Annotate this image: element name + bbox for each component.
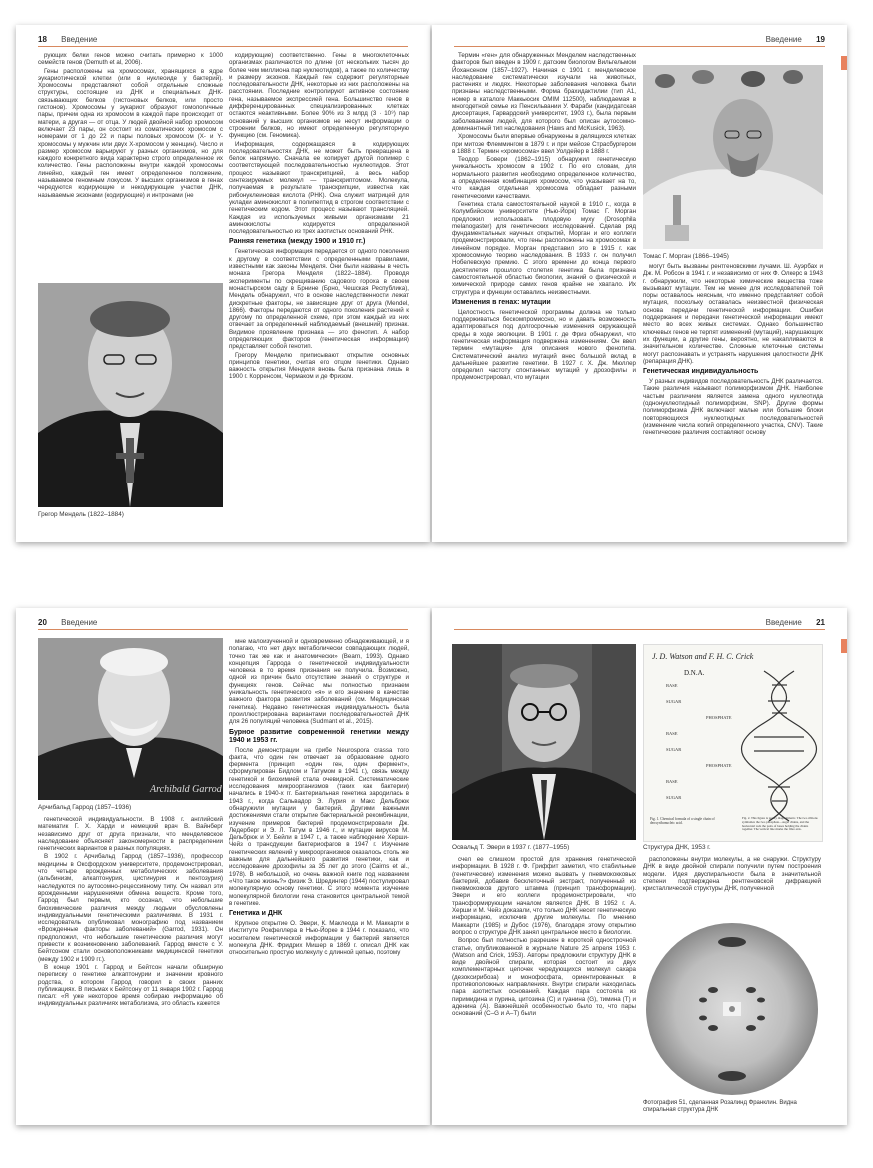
paragraph: могут быть вызваны рентгеновскими лучами. Ш. Ауэрбах и Дж. М. Робсон в 1941 г. и независимо от них Ф. Олкерс в 1943 г. обнаружили, что некоторые химические вещества тоже вызывают мутации. Тем не менее для исследователей той поры оставалось неясным, что именно представляет собой мутация, поскольку оставалась неизвестной физическая основа передачи генетической информации. Ошибки поддержания и передачи генетической информации имеют место во всех живых системах. Однако большинство ключевых генов не терпят изменений (мутаций), нарушающих их функции, а другие гены, вероятно, не накапливаются в значительном количестве. Сложные клеточные системы могут распознавать и устранять нарушения целостности ДНК (репарация ДНК).	[643, 263, 823, 365]
paragraph: кодирующие) соответственно. Гены в многоклеточных организмах различаются по длине (от нескольких тысяч до более чем миллиона пар нуклеотидов), а также по количеству и размеру экзонов. Каждый ген содержит регуляторные последовательности ДНК, некоторые из них расположены на расстоянии. Последние контролируют активное состояние гена, называемое экспрессией гена. Большинство генов в дифференцированных специализированных клетках остаются неактивными. Более 90% из 3 млрд (3 · 10⁹) пар оснований у высших организмов не несут информации о строении белков, но имеют определенную регуляторную функцию (см. Геномика).	[229, 52, 409, 140]
text-column-right	[643, 263, 823, 536]
base-label: BASE	[666, 731, 678, 736]
page-header	[454, 34, 825, 47]
paragraph: Вопрос был полностью разрешен в короткой однострочной статье, опубликованной в журнале Nature 25 апреля 1953 г. (Watson and Crick, 1953). Авторы предложили структуру ДНК в виде двойной спирали, которая состоит из двух комплементарных цепочек чередующихся молекул сахара (дезоксирибоза) и монофосфата, ориентированных в противоположных направлениях. Внутри спирали находилась пара азотистых оснований. Каждая пара состояла из пиримидина и пурина, цитозина (С) и гуанина (G), тимина (Т) и аденина (А). Важнейшей особенностью было то, что пары оснований (С–G и А–Т) были	[452, 937, 636, 1018]
section-heading: Ранняя генетика (между 1900 и 1910 гг.)	[229, 238, 366, 246]
garrod-portrait	[38, 638, 223, 800]
paragraph: Информация, содержащаяся в кодирующих последовательностях ДНК, не может быть превращена в белок напрямую. Сначала ее копирует другой полимер с соответствующей последовательностью нуклеотидов. Этот процесс называют транскрипцией, а весь набор синтезируемых молекул — транскриптомом. Молекула, получаемая в результате транскрипции, известна как рибонуклеиновая кислота (РНК). Она служит матрицей для укладки аминокислот в полипептид в строгом соответствии с генетическим кодом. Этот процесс называют трансляцией. Каждая из используемых живыми организмами 21 аминокислоты кодируется определенной последовательностью из трех азотистых оснований РНК.	[229, 140, 409, 236]
section-heading: Изменения в генах: мутации	[452, 298, 551, 306]
paragraph: Крупное открытие О. Эвери, К. Маклеода и М. Маккарти в Институте Рокфеллера в Нью-Йорке в 1944 г. показало, что носителем генетической информации у бактерий является молекула ДНК. Фридрих Мишер в 1869 г. описал ДНК как относительно простую молекулу с длинной цепью, поэтому	[229, 920, 409, 957]
paragraph: мне малоизученной и одновременно обнадеживающей, и я полагаю, что нет двух метаболически совпадающих людей, точно так же как и анатомически» (Bearn, 1993). Однако концепция Гаррода о генетической индивидуальности человека в то время признания не получила. Возможно, одной из причин было отсутствие знаний о структуре и функциях генов. Сейчас мы полностью признаем уникальность генетического «я» и его значение в качестве важного фактора развития заболеваний (см. Медицинская генетика). Недавно генетическая индивидуальность была проиллюстрирована вариантами последовательностей ДНК для 26 популяций человека (Sudmant et al., 2015).	[229, 638, 409, 726]
morgan-portrait	[643, 65, 823, 249]
text-column-right	[643, 856, 821, 916]
figure-1-caption: Fig. 1. Chemical formula of a single chain of deoxyribonucleic acid.	[650, 817, 715, 826]
paragraph: Грегору Менделю приписывают открытие основных принципов генетики, считая его отцом генетики. Однако важность открытия Менделя вновь была признана лишь в 1900 г. Корренсом, Чермаком и де Фризом.	[229, 351, 409, 381]
section-title: Введение	[61, 618, 98, 627]
page-header	[454, 617, 825, 630]
paragraph: генетической индивидуальности. В 1908 г. английский математик Г. Х. Харди и немецкий врач В. Вайнберг независимо друг от друга признали, что менделевское наследование объясняет закономерности в распределении генетических вариантов в разных популяциях.	[38, 816, 223, 853]
avery-portrait	[452, 644, 636, 840]
text-column-right	[229, 52, 409, 536]
photo-caption: Структура ДНК, 1953 г.	[643, 844, 711, 851]
photo-51-image	[643, 920, 821, 1098]
section-heading: Бурное развитие современной генетики между 1940 и 1953 гг.	[229, 728, 409, 744]
paragraph: счел ее слишком простой для хранения генетической информации. В 1928 г. Ф. Гриффит заметил, что стабильные (генетические) изменения можно вызвать у пневмококковых бактерий, добавив бесклеточный экстракт, полученный из пневмококков другого штамма (принцип трансформации). Эвери и его коллеги продемонстрировали, что трансформирующим началом является ДНК. В 1952 г. А. Херши и М. Чейз доказали, что только ДНК несет генетическую информацию, исключив другие молекулы. По мнению Маккарти (1985) и Дубос (1976), благодаря этому открытию вопрос о структуре ДНК занял центральное место в биологии.	[452, 856, 636, 936]
figure-title: J. D. Watson and F. H. C. Crick	[652, 652, 754, 661]
page-20	[16, 608, 430, 1125]
page-number: 21	[816, 618, 825, 627]
page-18	[16, 25, 430, 542]
page-number: 20	[38, 618, 47, 627]
paragraph: Гены расположены на хромосомах, хранящихся в ядре эукариотической клетки (или в нуклеоиде у бактерий). Хромосомы представляют собой отдельные сложные структуры, состоящие из ДНК и специальных ДНК-связывающих белков (гистоновых белков, или просто гистонов). Хромосомы у эукариот образуют гомологичные пары, причем одна из хромосом в каждой паре происходит от матери, а другая — от отца. У людей двойной набор хромосом включает 23 пары, он состоит из соматических хромосом с номерами от 1 до 22 и пары половых хромосом (X- и Y-хромосомы у мужчин или двух X-хромосом у женщин). Число и размер хромосом варьируют у разных организмов, но для каждого конкретного вида характерно строго определенное их количество. Гены расположены внутри каждой хромосомы линейно, каждый ген имеет определенное положение, называемое геномным локусом. У высших организмов в генах чередуются кодирующие и некодирующие участки ДНК, называемые экзонами (кодирующие) и интронами (не	[38, 67, 223, 199]
base-label: BASE	[666, 683, 678, 688]
base-label: SUGAR	[666, 699, 682, 704]
paragraph: Хромосомы были впервые обнаружены в делящихся клетках при митозе Флеммингом в 1879 г. и при мейозе Страсбургером в 1888 г. Термин «хромосома» ввел Уолдейер в 1888 г.	[452, 133, 636, 155]
section-title: Введение	[765, 618, 802, 627]
paragraph: Генетическая информация передается от одного поколения к другому в соответствии с определенными правилами, известными как законы Менделя. Они были названы в честь монаха Грегора Менделя (1822–1884). Проводя эксперименты по скрещиванию садового гороха в своем монастырском саду в Брнине (Брно, Чешская Республика), Мендель обнаружил, что в основе наследственности лежат дискретные факторы, не зависящие друг от друга (Mendel, 1866). Факторы передаются от одного поколения растений к другому по определенной схеме, при этом каждый из них отвечает за определенный наблюдаемый (внешний) признак. Видимое проявление признака — это фенотип. А набор определяющих факторов (генетическая информация) представляет собой генотип.	[229, 248, 409, 351]
paragraph: В конце 1901 г. Гаррод и Бейтсон начали обширную переписку о генетике алкаптонурии и значении кровного родства, о котором Гаррод говорил в своих ранних публикациях. В письмах к Бейтсону от 11 января 1902 г. Гаррод писал: «Я уже некоторое время собираю информацию об индивидуальных различиях метаболизма, это область кажется	[38, 963, 223, 1008]
photo-caption: Фотография 51, сделанная Розалинд Франклин. Видна спиральная структура ДНК	[643, 1100, 797, 1113]
section-heading: Генетическая индивидуальность	[643, 368, 759, 376]
photo-caption: Грегор Мендель (1822–1884)	[38, 511, 124, 518]
page-21	[432, 608, 847, 1125]
section-title: Введение	[61, 35, 98, 44]
paragraph: После демонстрации на грибе Neurospora crassa того факта, что один ген отвечает за образование одного фермента (принцип «один ген, один фермент», сформулирован Бидлом и Татумом в 1941 г.), связь между генетикой и биохимией стала очевидной. Систематические исследования микроорганизмов (таких как бактерии) начались в 1940-х гг. Бактериальная генетика зародилась в 1943 г., когда Сальвадор Э. Лурия и Макс Дельбрюк обнаружили мутации у бактерий. Другими важными достижениями стали открытие бактериальной рекомбинации, изучение примеров бактерий продемонстрировали Дж. Ледерберг и Э. Л. Татум в 1946 г., и мутации вирусов М. Дельбрюк и У. Бейли в 1947 г., а также наблюдение Херши-Чейз о трансдукции бактериофагов в 1947 г. Изучение генетических явлений у микроорганизмов оказалось столь же важным для дальнейшего развития генетики, как и исследование дрозофилы за 35 лет до этого (Cairns et al., 1978). В небольшой, но очень важной книге под названием «Что такое жизнь?» физик Э. Шредингер (1944) постулировал молекулярную основу генетики. С этого момента изучение молекулярной биологии гена становится центральной темой в генетике.	[229, 746, 409, 907]
page-header	[38, 617, 408, 630]
base-label: SUGAR	[666, 747, 682, 752]
page-number: 19	[816, 35, 825, 44]
section-heading: Генетика и ДНК	[229, 910, 283, 918]
base-label: PHOSPHATE	[706, 715, 732, 720]
figure-label: D.N.A.	[684, 669, 705, 677]
paragraph: В 1902 г. Арчибальд Гаррод (1857–1936), профессор медицины в Оксфордском университете, продемонстрировал, что четыре врожденных метаболических заболевания (альбинизм, алкаптонурия, цистинурия и пентозурия) наследуются по аутосомно-рецессивному типу. Он назвал эти врожденными нарушениями обмена веществ. Кроме того, Гаррод был первым, кто осознал, что небольшие биохимические различия между людьми обусловлены индивидуальными генетическими различиями. В 1931 г. исследователь опубликовал монографию под названием «Врожденные факторы заболеваний» (Garrod, 1931). Он предположил, что небольшие генетические различия могут привести к возникновению заболеваний. Гаррод вместе с У. Бейтсоном стали основоположниками медицинской генетики (между 1902 и 1909 гг.).	[38, 853, 223, 963]
page-19	[432, 25, 847, 542]
photo-caption: Освальд Т. Эвери в 1937 г. (1877–1955)	[452, 844, 570, 851]
paragraph: расположены внутри молекулы, а не снаружи. Структуру ДНК в виде двойной спирали получили путем построения модели. Идея двуспиральности была в значительной степени подтверждена рентгеновской дифракцией кристаллической структуры ДНК, полученной	[643, 856, 821, 893]
edge-tab	[841, 56, 847, 70]
text-column-left	[38, 52, 223, 282]
paragraph: У разных индивидов последовательность ДНК различается. Такие различия называют полиморфизмом ДНК. Наиболее частым различием является замена одного нуклеотида (однонуклеотидный полиморфизм, SNP). Другие формы полиморфизма ДНК включают малые или большие блоки повторяющихся нуклеотидных последовательностей (изменение числа копий определенного участка, CNV). Такие генетические различия составляют основу	[643, 378, 823, 437]
base-label: BASE	[666, 779, 678, 784]
paragraph: Целостность генетической программы должна не только поддерживаться бескомпромиссно, но и давать возможность адаптироваться под долгосрочные изменения окружающей среды в ходе эволюции. В 1901 г. де Фриз обнаружил, что генетическая информация подвержена изменениям. Он ввел термин «мутация» для описания нового фенотипа. Систематический анализ мутаций внес большой вклад в дальнейшее развитие генетики. В 1927 г. Х. Дж. Мюллер определил частоту спонтанных мутаций у дрозофилы и продемонстрировал, что мутации	[452, 308, 636, 382]
page-number: 18	[38, 35, 47, 44]
figure-2-caption: Fig. 2. This figure is purely diagrammatic. The two ribbons symbolize the two phosphate—sugar chains, and the horizontal rods the pairs of bases holding the chains together. The vertical line marks the fibre axis.	[742, 817, 818, 832]
text-column-left	[452, 856, 636, 1119]
base-label: SUGAR	[666, 795, 682, 800]
photo-caption: Томас Г. Морган (1866–1945)	[643, 253, 729, 260]
base-labels	[666, 683, 732, 800]
edge-tab	[841, 639, 847, 653]
paragraph: Теодор Бовери (1862–1915) обнаружил генетическую уникальность хромосом в 1902 г. По его словам, для нормального развития необходимо определенное количество, а определенная комбинация хромосом, что указывает на то, что каждая отдельная хромосома обладает разными генетическими качествами.	[452, 156, 636, 200]
photo-caption: Арчибальд Гаррод (1857–1936)	[38, 804, 132, 811]
page-header	[38, 34, 408, 47]
paragraph: Термин «ген» для обнаруженных Менделем наследственных факторов был введен в 1909 г. датским биологом Вильгельмом Йохансеном (1857–1927). Начиная с 1901 г. менделевское наследование систематически изучали на животных, растениях и людях. Некоторые заболевания человека были признаны наследственными. Форма брахидактилии (тип A1, номер в каталоге Маккьюсик ОМIM 112500), наблюдаемая в многодетной семье из Пенсильвании У. Фараби (кандидатская диссертация, Гарвардский университет, 1903 г.), была первым заболеванием людей, для которого был описан аутосомно-доминантный тип наследования (Haws and McKusick, 1963).	[452, 52, 636, 132]
text-column-left	[452, 52, 636, 536]
base-label: PHOSPHATE	[706, 763, 732, 768]
section-title: Введение	[765, 35, 802, 44]
double-helix	[742, 671, 817, 821]
text-column-left	[38, 816, 223, 1119]
text-column-right	[229, 638, 409, 1119]
watson-crick-figure	[643, 644, 823, 842]
paragraph: рующих белки генов можно считать примерно к 1000 семейств генов (Demuth et al, 2006).	[38, 52, 223, 67]
paragraph: Генетика стала самостоятельной наукой в 1910 г., когда в Колумбийском университете (Нью-Йорк) Томас Г. Морган предложил использовать плодовую муху (Drosophila melanogaster) для генетических исследований. Сделав ряд фундаментальных научных открытий, Морган и его коллеги продемонстрировали, что гены расположены на хромосомах в линейном порядке. Морган представил это в 1915 г. как хромосомную теорию наследования. В 1933 г. он получил Нобелевскую премию. С этого времени до конца первого десятилетия прошлого столетия генетика была признана самостоятельной областью биологии, знаний о физической и химической природе самих генов крайне не хватало. Их структура и функции оставались неизвестными.	[452, 200, 636, 296]
portrait-signature: Archibald Garrod	[150, 784, 222, 795]
mendel-portrait	[38, 283, 223, 507]
